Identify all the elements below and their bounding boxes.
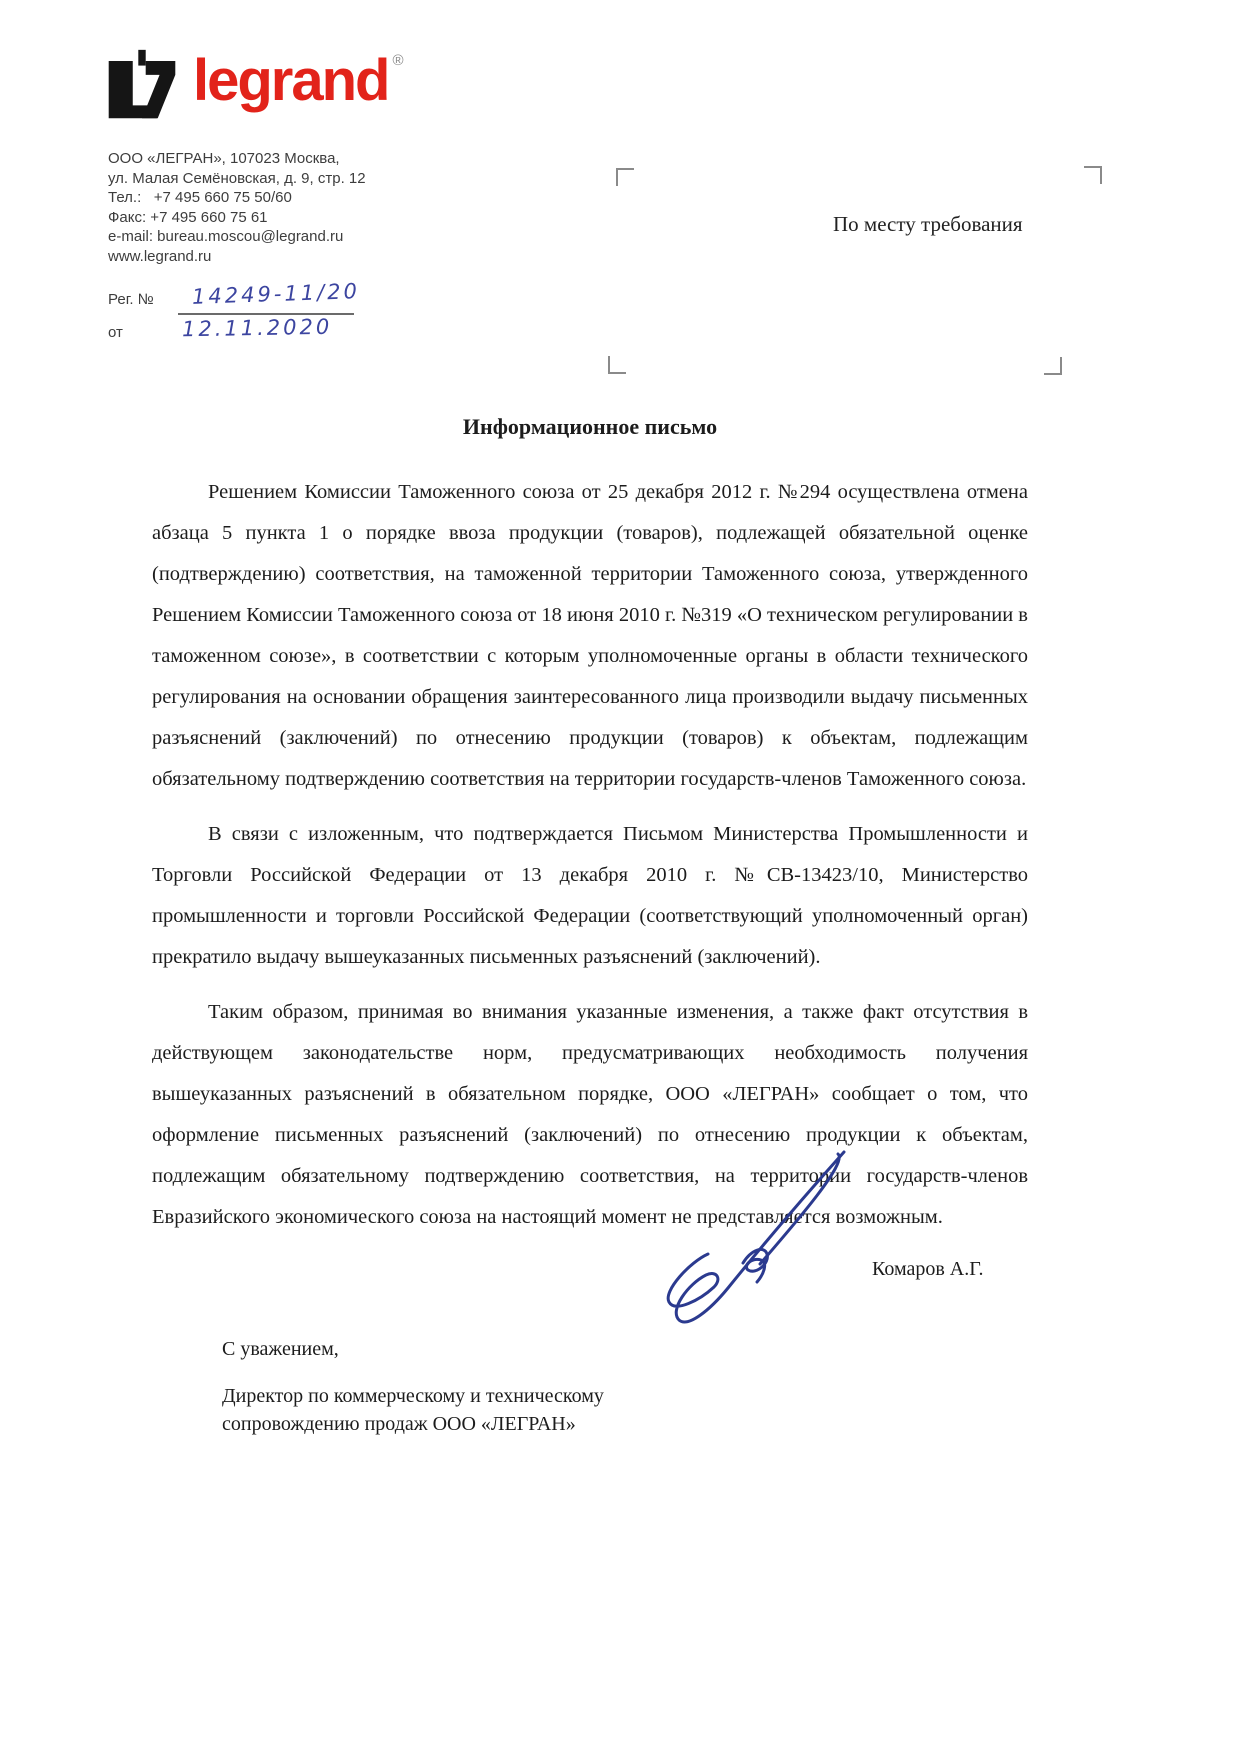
letter-paragraph-2: В связи с изложенным, что подтверждается Письмом Министерства Промышленности и Торговли Российской Федерации от 13 декабря 2010 г. №СВ-13423/10, Министерство промышленности и торговли Российской Федерации (соответствующий уполномоченный орган) прекратило выдачу вышеуказанных письменных разъяснений (заключений). xyxy=(152,823,1028,968)
salutation: С уважением, xyxy=(222,1338,339,1360)
signer-position-line1: Директор по коммерческому и техническому xyxy=(222,1385,604,1407)
signer-position xyxy=(222,1382,604,1438)
sender-street-line: ул. Малая Семёновская, д. 9, стр. 12 xyxy=(108,169,366,187)
reg-number-label: Рег. № xyxy=(108,291,154,308)
sender-email-line: e-mail: bureau.moscou@legrand.ru xyxy=(108,228,344,245)
letter-body xyxy=(152,414,1028,1252)
reg-date-handwritten-value: 12.11.2020 xyxy=(181,314,333,342)
address-corner-mark-bottom-left xyxy=(608,356,626,374)
brand-wordmark: legrand xyxy=(193,48,389,113)
letter-title: Информационное письмо xyxy=(462,414,718,439)
signer-position-line2: сопровождению продаж ООО «ЛЕГРАН» xyxy=(222,1413,576,1435)
sender-phone-line: Тел.: +7 495 660 75 50/60 xyxy=(108,189,292,206)
sender-website-line: www.legrand.ru xyxy=(108,247,212,265)
signer-name: Комаров А.Г. xyxy=(872,1258,984,1280)
address-corner-mark-bottom-right xyxy=(1044,357,1062,375)
reg-number-handwritten-value: 14249-11/20 xyxy=(191,279,361,309)
sender-company-line: ООО «ЛЕГРАН», 107023 Москва, xyxy=(108,150,340,167)
handwritten-signature-icon xyxy=(648,1142,878,1337)
registered-trademark-symbol: ® xyxy=(392,52,404,69)
sender-address-block xyxy=(108,149,366,266)
legrand-mark-icon xyxy=(105,46,179,124)
recipient-text: По месту требования xyxy=(833,212,1023,236)
letter-paragraph-1: Решением Комиссии Таможенного союза от 25 декабря 2012 г. №294 осуществлена отмена абзаца 5 пункта 1 о порядке ввоза продукции (товаров), подлежащей обязательной оценке (подтверждению) соответствия, на таможенной территории Таможенного союза, утвержденного Решением Комиссии Таможенного союза от 18 июня 2010 г. №319 «О техническом регулировании в таможенном союзе», в соответствии с которым уполномоченные органы в области технического регулирования на основании обращения заинтересованного лица производили выдачу письменных разъяснений (заключений) по отнесению продукции (товаров) к объектам, подлежащим обязательному подтверждению соответствия на территории государств-членов Таможенного союза. xyxy=(152,481,1028,790)
address-corner-mark-top-right xyxy=(1084,166,1102,184)
address-corner-mark-top-left xyxy=(616,168,634,186)
reg-date-label: от xyxy=(108,324,123,341)
legrand-logo xyxy=(105,46,404,124)
sender-fax-line: Факс: +7 495 660 75 61 xyxy=(108,208,268,226)
letter-paragraph-3: Таким образом, принимая во внимания указанные изменения, а также факт отсутствия в действующем законодательстве норм, предусматривающих необходимость получения вышеуказанных разъяснений в обязательном порядке, ООО «ЛЕГРАН» сообщает о том, что оформление письменных разъяснений (заключений) по отнесению продукции к объектам, подлежащим обязательному подтверждению соответствия, на территории государств-членов Евразийского экономического союза на настоящий момент не представляется возможным. xyxy=(152,1001,1028,1228)
